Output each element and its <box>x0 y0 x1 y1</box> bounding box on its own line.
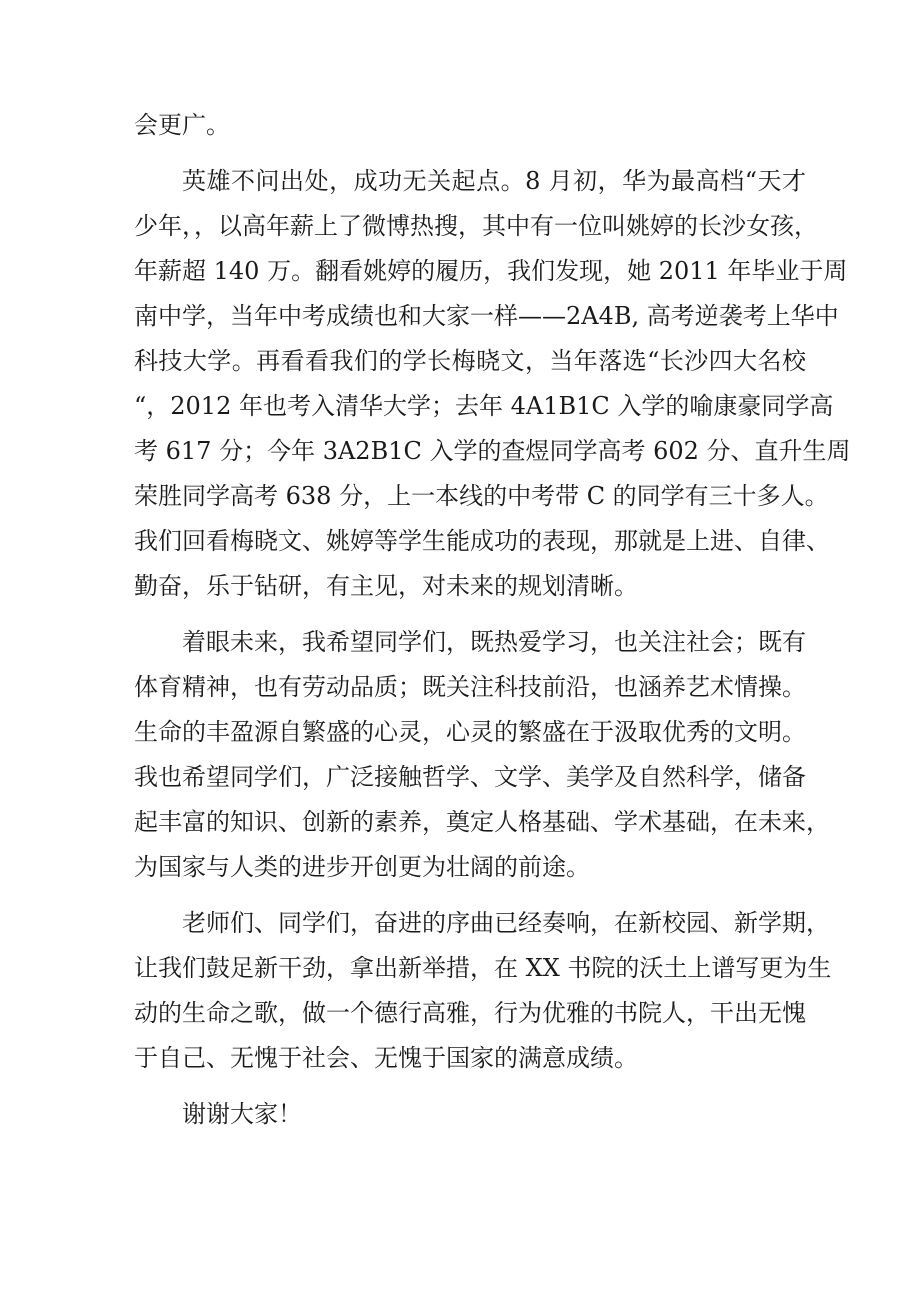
text-line: “，2012 年也考入清华大学；去年 4A1B1C 入学的喻康豪同学高 <box>134 392 834 420</box>
text-line: 老师们、同学们，奋进的序曲已经奏响，在新校园、新学期， <box>182 909 830 937</box>
text-line: 我们回看梅晓文、姚婷等学生能成功的表现，那就是上进、自律、 <box>134 527 830 555</box>
text-line: 少年，，以高年薪上了微博热搜，其中有一位叫姚婷的长沙女孩， <box>134 212 818 240</box>
text-line: 谢谢大家！ <box>182 1100 302 1128</box>
text-line: 让我们鼓足新干劲，拿出新举措，在 XX 书院的沃土上谱写更为生 <box>134 954 832 982</box>
paragraph <box>134 901 832 1081</box>
text-line: 勤奋，乐于钻研，有主见，对未来的规划清晰。 <box>134 572 638 600</box>
text-line: 体育精神，也有劳动品质；既关注科技前沿，也涵养艺术情操。 <box>134 673 806 701</box>
text-line: 南中学，当年中考成绩也和大家一样——2A4B, 高考逆袭考上华中 <box>134 302 839 330</box>
text-line: 动的生命之歌，做一个德行高雅，行为优雅的书院人，干出无愧 <box>134 999 806 1027</box>
text-line: 荣胜同学高考 638 分，上一本线的中考带 C 的同学有三十多人。 <box>134 482 829 510</box>
text-line: 英雄不问出处，成功无关起点。8 月初，华为最高档“天才 <box>182 167 806 195</box>
paragraph <box>134 103 806 148</box>
text-line: 生命的丰盈源自繁盛的心灵，心灵的繁盛在于汲取优秀的文明。 <box>134 718 806 746</box>
text-line: 我也希望同学们，广泛接触哲学、文学、美学及自然科学，储备 <box>134 763 806 791</box>
text-line: 年薪超 140 万。翻看姚婷的履历，我们发现，她 2011 年毕业于周 <box>134 257 848 285</box>
text-line: 起丰富的知识、创新的素养，奠定人格基础、学术基础，在未来， <box>134 808 830 836</box>
paragraph <box>134 620 830 890</box>
text-line: 为国家与人类的进步开创更为壮阔的前途。 <box>134 853 590 881</box>
document-body <box>134 103 851 1148</box>
paragraph <box>134 1092 806 1137</box>
text-line: 考 617 分；今年 3A2B1C 入学的查煜同学高考 602 分、直升生周 <box>134 437 851 465</box>
text-line: 会更广。 <box>134 111 230 139</box>
text-line: 着眼未来，我希望同学们，既热爱学习，也关注社会；既有 <box>182 628 806 656</box>
paragraph <box>134 159 851 609</box>
text-line: 科技大学。再看看我们的学长梅晓文，当年落选“长沙四大名校 <box>134 347 806 375</box>
text-line: 于自己、无愧于社会、无愧于国家的满意成绩。 <box>134 1044 638 1072</box>
